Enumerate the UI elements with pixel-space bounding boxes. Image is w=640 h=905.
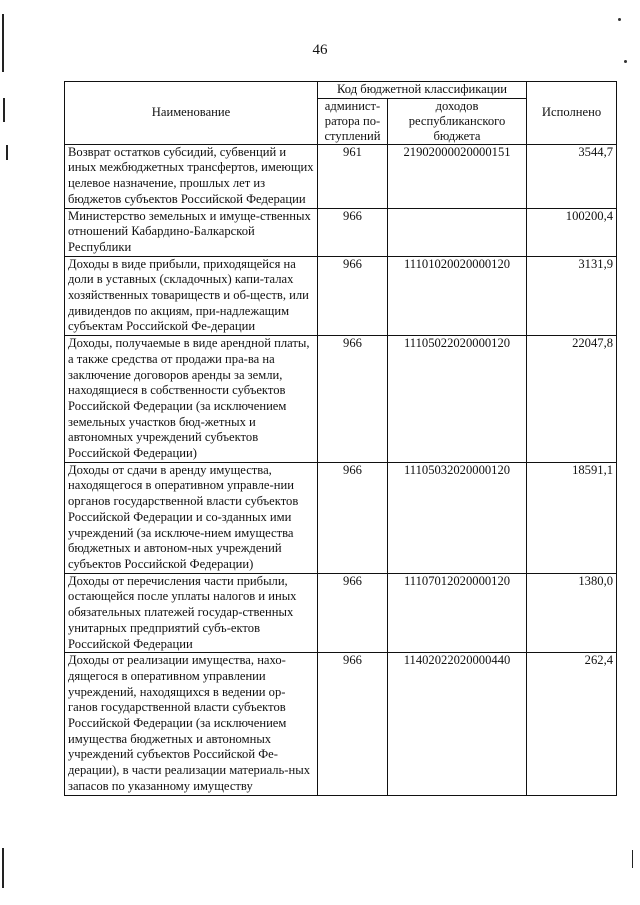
row-name: Возврат остатков субсидий, субвенций и иных межбюджетных трансфертов, имеющих целевое назначение, прошлых лет из бюджетов субъектов Российской Федерации [65,144,318,208]
row-name: Министерство земельных и имуще-ственных отношений Кабардино-Балкарской Республики [65,208,318,256]
table-row [65,256,617,336]
scan-speck-top-right [618,18,621,21]
row-revenue-code: 11105032020000120 [388,462,527,573]
table-row [65,462,617,573]
row-amount: 22047,8 [527,336,617,463]
row-amount: 3544,7 [527,144,617,208]
row-amount: 100200,4 [527,208,617,256]
row-amount: 3131,9 [527,256,617,336]
row-name: Доходы в виде прибыли, приходящейся на доли в уставных (складочных) капи-талах хозяйственных товариществ и об-ществ, или дивидендов по акциям, при-надлежащим субъектам Российской Фе-дерации [65,256,318,336]
table-row [65,573,617,653]
row-name: Доходы от сдачи в аренду имущества, находящегося в оперативном управле-нии органов государственной власти субъектов Российской Федерации и со-зданных ими учреждений (за исключе-нием имущества бюджетных и автоном-ных учреждений субъектов Российской Федерации) [65,462,318,573]
row-amount: 262,4 [527,653,617,795]
row-admin-code: 966 [318,208,388,256]
table-row [65,208,617,256]
scan-margin-mark-bottom [2,848,4,888]
row-admin-code: 966 [318,573,388,653]
row-name: Доходы от перечисления части прибыли, остающейся после уплаты налогов и иных обязательных платежей государ-ственных унитарных предприятий субъ-ектов Российской Федерации [65,573,318,653]
row-amount: 1380,0 [527,573,617,653]
row-revenue-code: 11402022020000440 [388,653,527,795]
header-administrator: админист-ратора по-ступлений [318,98,388,144]
row-admin-code: 966 [318,256,388,336]
budget-classification-table [64,81,617,796]
row-admin-code: 966 [318,653,388,795]
row-revenue-code: 11105022020000120 [388,336,527,463]
row-revenue-code: 11107012020000120 [388,573,527,653]
row-name: Доходы, получаемые в виде арендной платы, а также средства от продажи пра-ва на заключение договоров аренды за земли, находящиеся в собственности субъектов Российской Федерации (за исключением земельных участков бюд-жетных и автономных учреждений субъектов Российской Федерации) [65,336,318,463]
row-admin-code: 961 [318,144,388,208]
scan-margin-mark-top [2,14,4,72]
scan-margin-mark-middle [3,98,5,122]
scan-margin-mark-right [632,850,633,868]
row-admin-code: 966 [318,336,388,463]
header-name: Наименование [65,82,318,145]
page-number: 46 [312,42,328,58]
scan-speck-right [624,60,627,63]
table-row [65,653,617,795]
header-executed: Исполнено [527,82,617,145]
row-name: Доходы от реализации имущества, нахо-дящегося в оперативном управлении учреждений, находящихся в ведении ор-ганов государственной власти субъектов Российской Федерации (за исключением имущества бюджетных и автономных учреждений субъектов Российской Фе-дерации), в части реализации материаль-ных запасов по указанному имуществу [65,653,318,795]
row-admin-code: 966 [318,462,388,573]
row-revenue-code: 21902000020000151 [388,144,527,208]
row-amount: 18591,1 [527,462,617,573]
row-revenue-code [388,208,527,256]
row-revenue-code: 11101020020000120 [388,256,527,336]
table-row [65,336,617,463]
header-budget-classification-code: Код бюджетной классификации [318,82,527,99]
header-revenue-code: доходов республиканского бюджета [388,98,527,144]
scan-margin-mark-lower [6,145,8,160]
table-row [65,144,617,208]
